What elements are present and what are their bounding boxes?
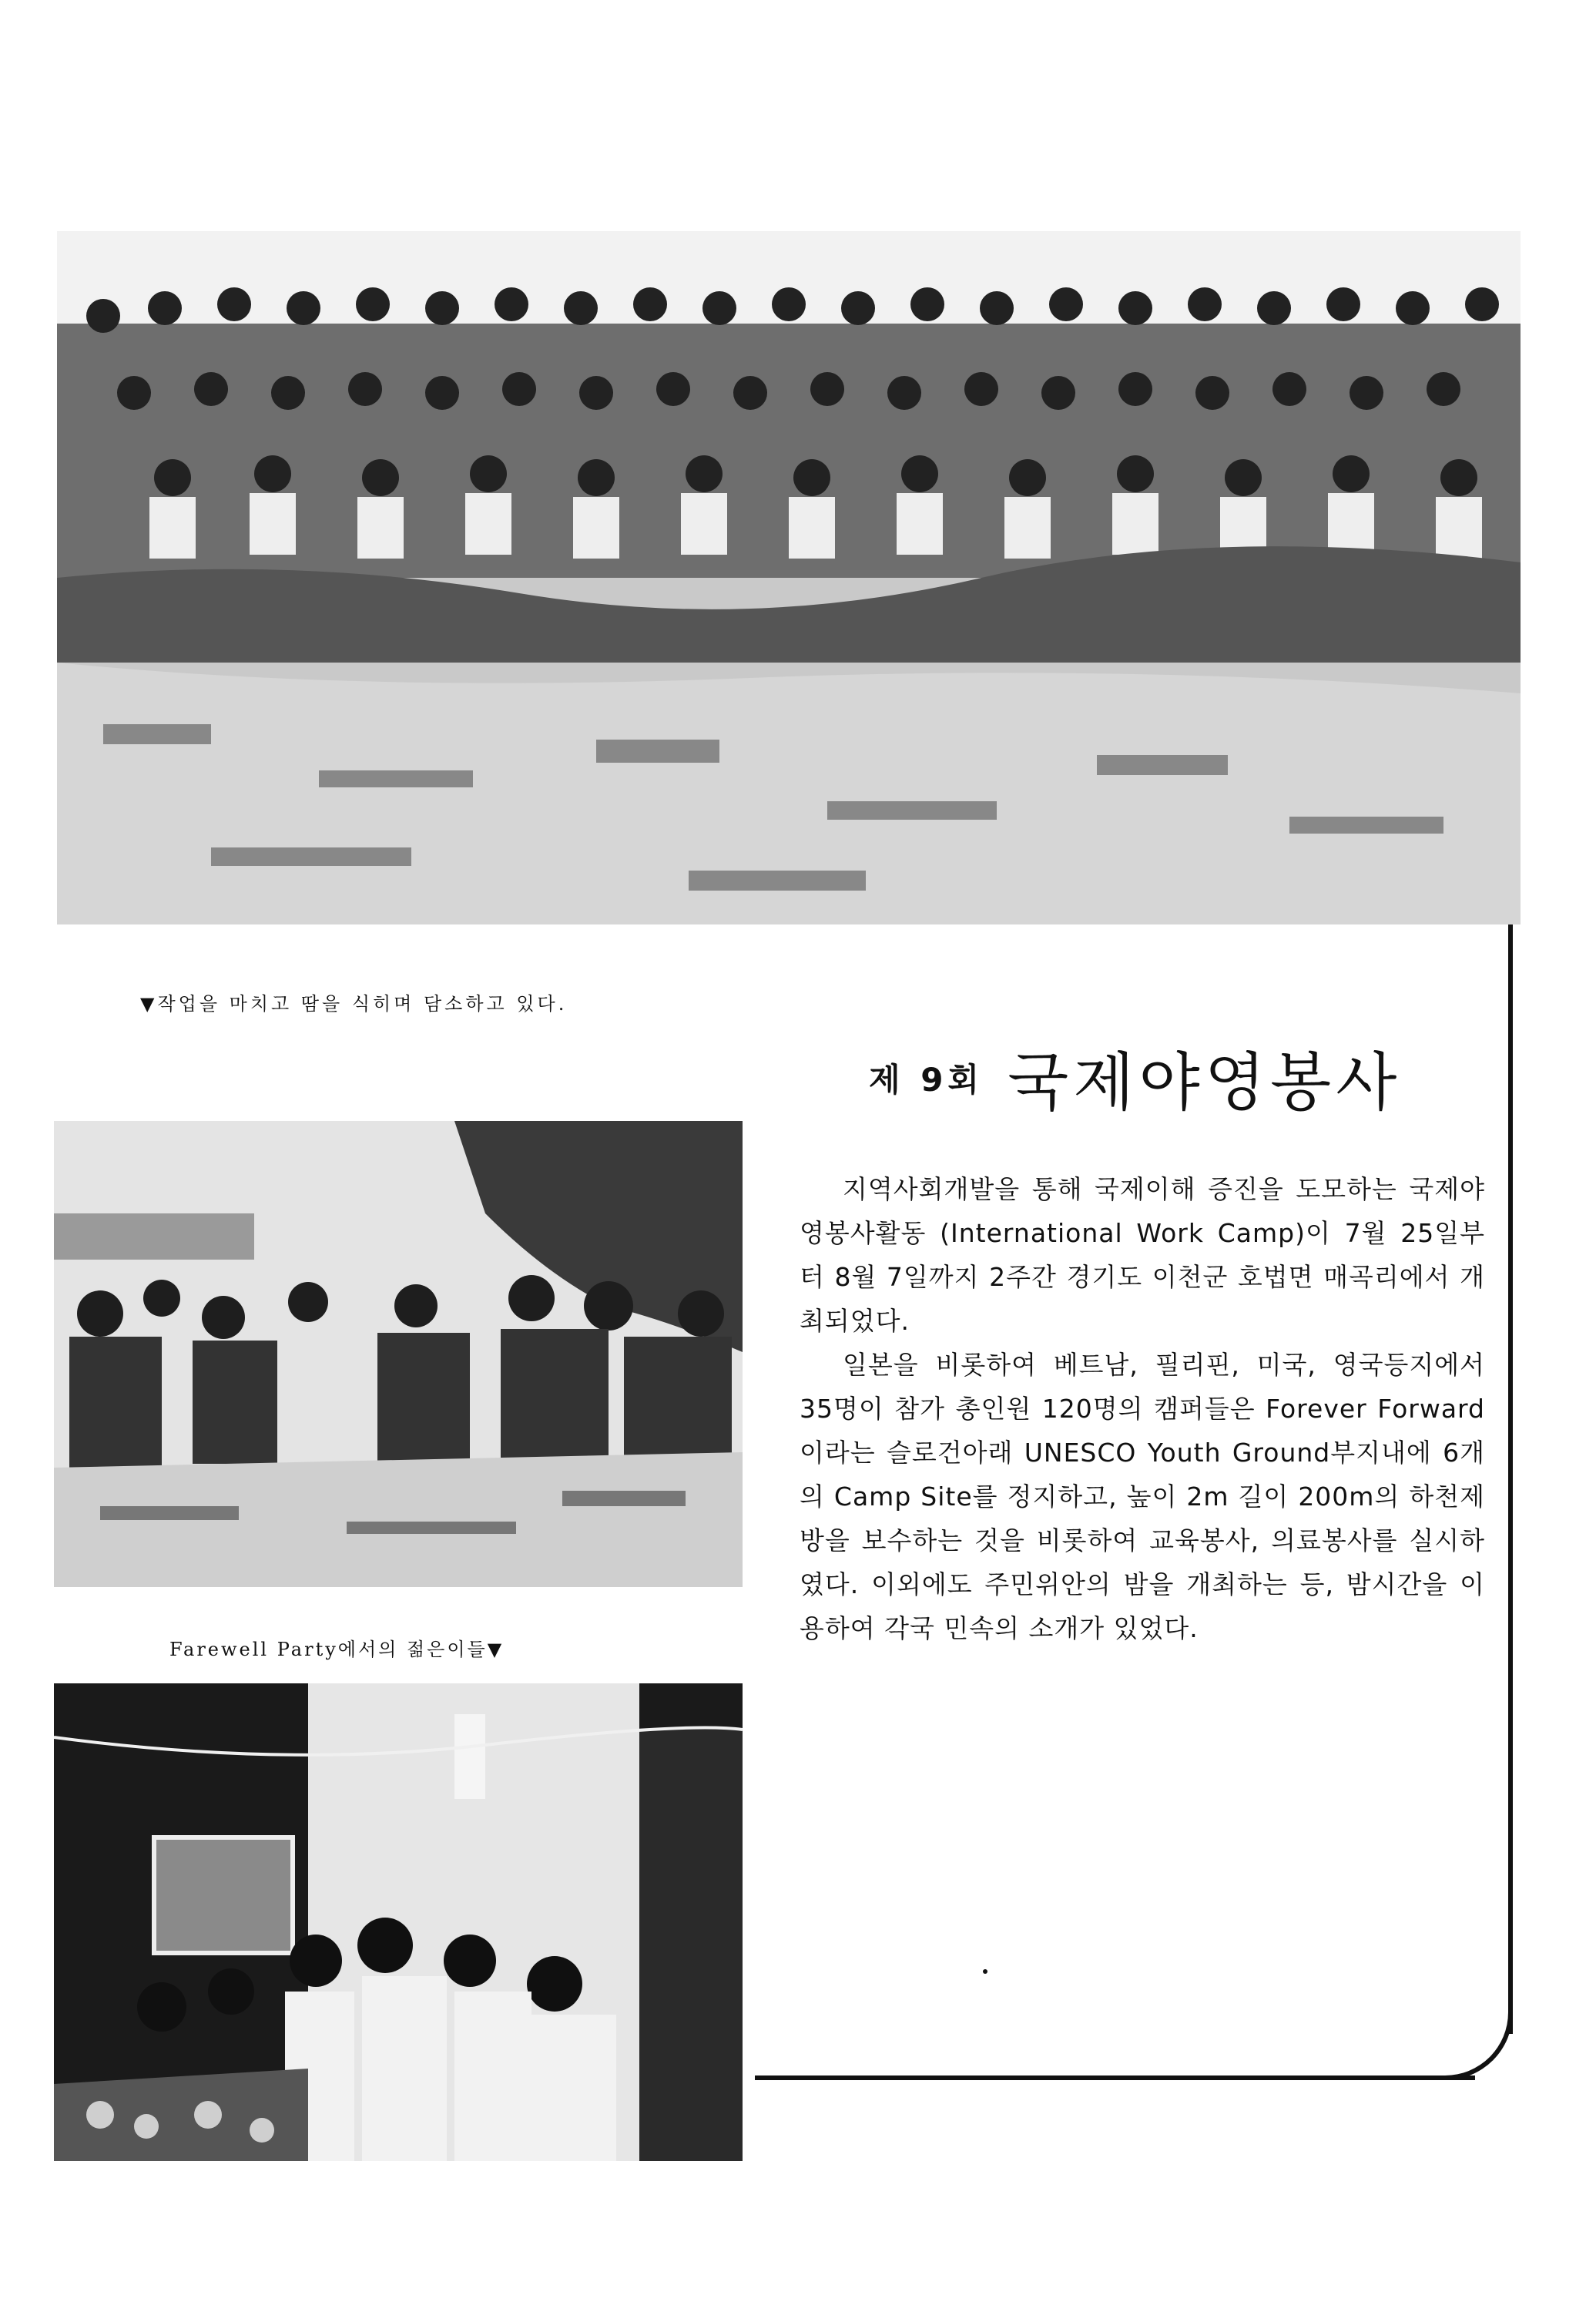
print-speck	[983, 1969, 987, 1974]
frame-border-bottom	[755, 2075, 1475, 2080]
frame-border-right	[1508, 924, 1513, 2034]
group-photo-top	[57, 231, 1521, 924]
title-issue-number: 제 9회	[869, 1060, 984, 1099]
photo-caption-top: ▼작업을 마치고 땀을 식히며 담소하고 있다.	[140, 993, 568, 1015]
title-main-text: 국제야영봉사	[1008, 1046, 1402, 1119]
article-title	[869, 1032, 1401, 1122]
article-paragraph-2: 일본을 비롯하여 베트남, 필리핀, 미국, 영국등지에서 35명이 참가 총인원 120명의 캠퍼들은 Forever Forward이라는 슬로건아래 UNESCO Youth Ground부지내에 6개의 Camp Site를 정지하고, 높이 2m 길이 200m의 하천제방을 보수하는 것을 비롯하여 교육봉사, 의료봉사를 실시하였다. 이외에도 주민위안의 밤을 개최하는 등, 밤시간을 이용하여 각국 민속의 소개가 있었다.	[800, 1350, 1485, 1643]
article-body	[800, 1167, 1485, 1650]
article-paragraph-1: 지역사회개발을 통해 국제이해 증진을 도모하는 국제야영봉사활동 (International Work Camp)이 7월 25일부터 8월 7일까지 2주간 경기도 이천군 호법면 매곡리에서 개최되었다.	[800, 1174, 1485, 1336]
farewell-party-photo	[54, 1121, 743, 1587]
indoor-party-photo	[54, 1683, 743, 2161]
photo-caption-middle: Farewell Party에서의 젊은이들▼	[169, 1639, 505, 1660]
frame-border-corner	[1442, 2000, 1513, 2080]
